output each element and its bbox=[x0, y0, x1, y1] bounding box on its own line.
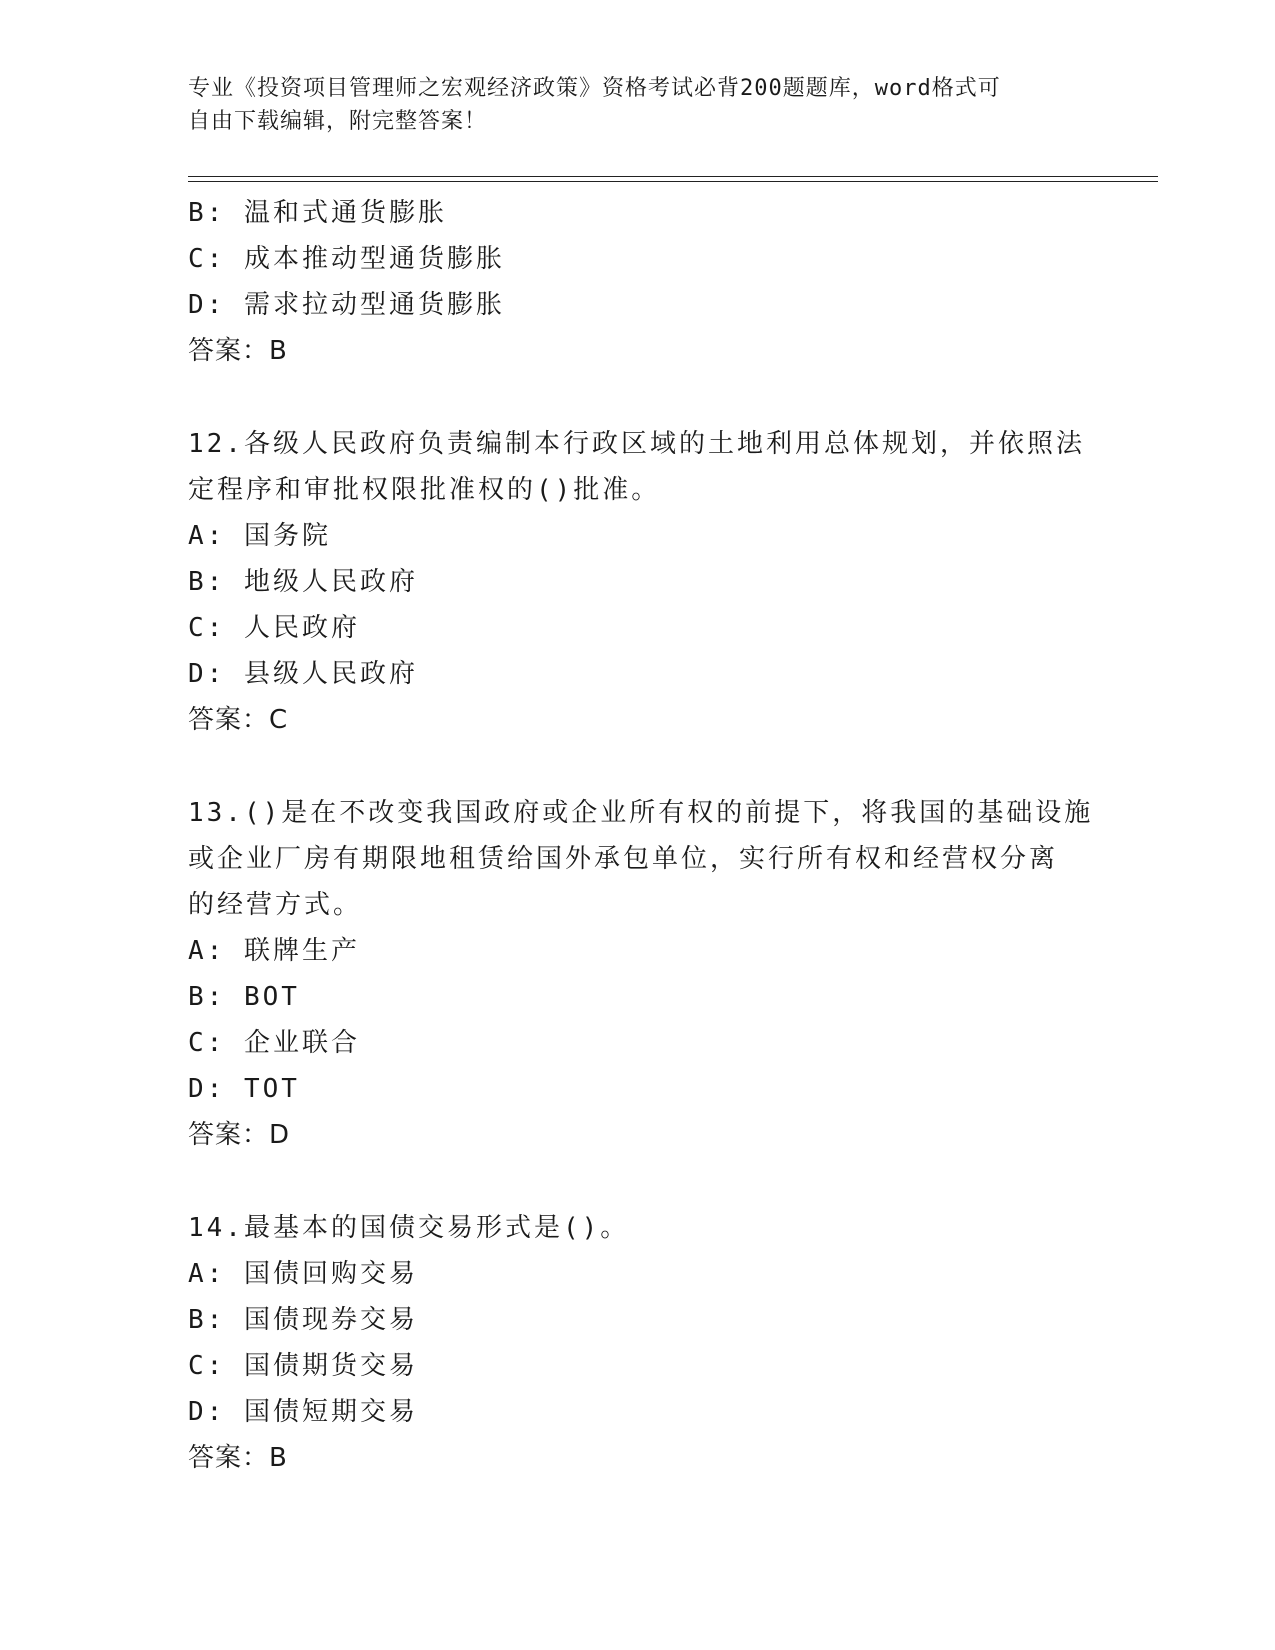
q11-answer: 答案：B bbox=[188, 336, 288, 366]
q12-answer: 答案：C bbox=[188, 705, 289, 735]
question-14 bbox=[188, 1205, 1078, 1481]
question-11-tail bbox=[188, 190, 1078, 374]
q12-option-b: B: 地级人民政府 bbox=[188, 567, 418, 597]
q14-option-d: D: 国债短期交易 bbox=[188, 1397, 418, 1427]
q13-answer: 答案：D bbox=[188, 1120, 291, 1150]
q12-stem-line-2: 定程序和审批权限批准权的()批准。 bbox=[188, 475, 661, 505]
document-header bbox=[188, 72, 1068, 138]
q11-option-b: B: 温和式通货膨胀 bbox=[188, 198, 447, 228]
q12-option-c: C: 人民政府 bbox=[188, 613, 360, 643]
q13-stem-line-1: 13.()是在不改变我国政府或企业所有权的前提下，将我国的基础设施 bbox=[188, 798, 1094, 828]
q12-option-a: A: 国务院 bbox=[188, 521, 331, 551]
question-12 bbox=[188, 421, 1085, 743]
q13-option-a: A: 联牌生产 bbox=[188, 936, 360, 966]
q13-stem-line-2: 或企业厂房有期限地租赁给国外承包单位，实行所有权和经营权分离 bbox=[188, 844, 1059, 874]
question-spacer bbox=[188, 374, 1078, 421]
header-line-2: 自由下载编辑，附完整答案！ bbox=[188, 109, 488, 134]
header-divider bbox=[188, 176, 1158, 182]
q14-option-a: A: 国债回购交易 bbox=[188, 1259, 418, 1289]
question-spacer bbox=[188, 743, 1078, 790]
q11-option-c: C: 成本推动型通货膨胀 bbox=[188, 244, 505, 274]
q12-stem-line-1: 12.各级人民政府负责编制本行政区域的土地利用总体规划，并依照法 bbox=[188, 429, 1085, 459]
q13-option-c: C: 企业联合 bbox=[188, 1028, 360, 1058]
question-list bbox=[188, 190, 1094, 1481]
q14-option-b: B: 国债现券交易 bbox=[188, 1305, 418, 1335]
q13-stem-line-3: 的经营方式。 bbox=[188, 890, 363, 920]
q14-answer: 答案：B bbox=[188, 1443, 288, 1473]
question-spacer bbox=[188, 1158, 1078, 1205]
question-13 bbox=[188, 790, 1094, 1158]
q13-option-b: B: BOT bbox=[188, 982, 300, 1012]
q12-option-d: D: 县级人民政府 bbox=[188, 659, 418, 689]
q14-stem-line-1: 14.最基本的国债交易形式是()。 bbox=[188, 1213, 630, 1243]
q14-option-c: C: 国债期货交易 bbox=[188, 1351, 418, 1381]
q11-option-d: D: 需求拉动型通货膨胀 bbox=[188, 290, 505, 320]
header-line-1: 专业《投资项目管理师之宏观经济政策》资格考试必背200题题库，word格式可 bbox=[188, 76, 1001, 101]
q13-option-d: D: TOT bbox=[188, 1074, 300, 1104]
